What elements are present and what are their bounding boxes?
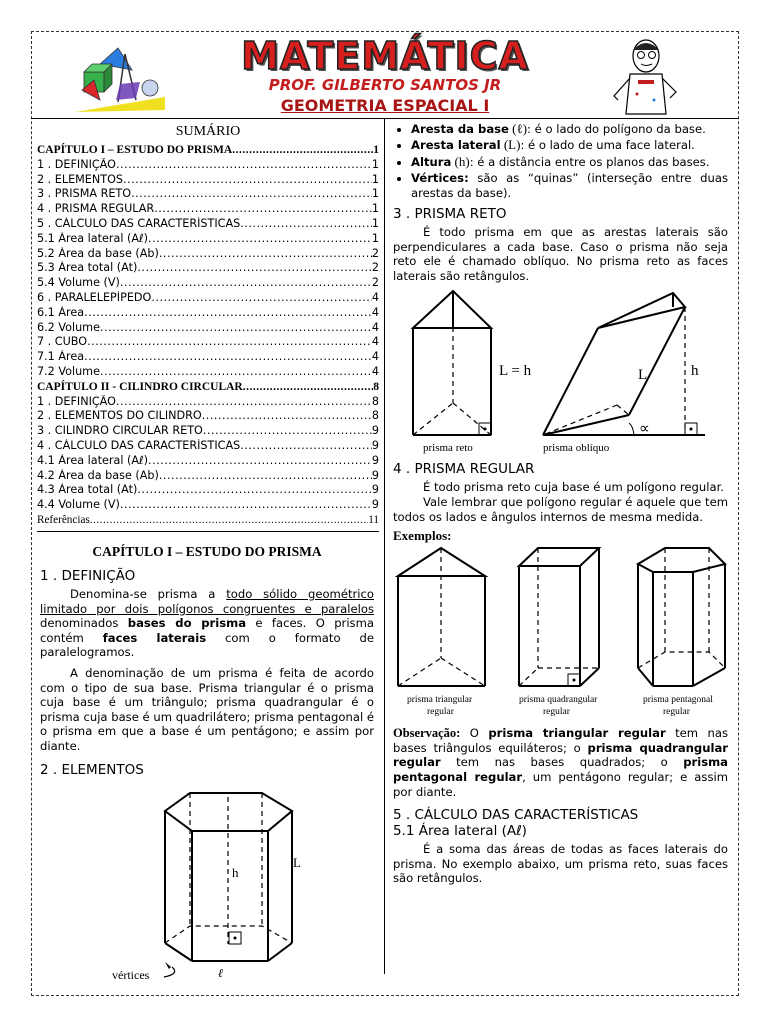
toc-label: 6.1 Área <box>37 305 85 319</box>
toc-label: 4.4 Volume (V) <box>37 498 120 512</box>
toc-page: 1 <box>371 216 379 230</box>
toc-page: 8 <box>371 394 379 408</box>
toc-page: 1 <box>371 187 379 201</box>
toc-page: 1 <box>371 172 379 186</box>
toc-page: 4 <box>371 364 379 378</box>
header-title: MATEMÁTICA <box>241 34 529 78</box>
toc-entry <box>37 513 379 528</box>
toc-label: 7.1 Área <box>37 350 85 364</box>
toc-leader <box>240 439 372 454</box>
toc-leader <box>87 335 372 350</box>
toc-label: CAPÍTULO I – ESTUDO DO PRISMA <box>37 144 233 156</box>
toc-page: 4 <box>371 335 379 349</box>
toc-page: 8 <box>373 380 379 393</box>
toc-entry <box>37 454 379 469</box>
toc-leader <box>243 380 374 395</box>
toc-entry <box>37 232 379 247</box>
toc-label: 4.3 Área total (At) <box>37 483 138 497</box>
element-bullet: • Aresta da base (ℓ): é o lado do polígono da base. <box>411 122 728 136</box>
toc-page: 4 <box>371 350 379 364</box>
toc-page: 9 <box>371 483 379 497</box>
toc-leader <box>116 158 372 173</box>
toc-leader <box>90 513 368 528</box>
svg-text:regular: regular <box>543 707 570 718</box>
element-bullet: • Vértices: são as “quinas” (interseção entre duas arestas da base). <box>411 171 728 200</box>
section-2-heading: 2 . ELEMENTOS <box>40 761 144 778</box>
toc-label: 7 . CUBO <box>37 335 88 349</box>
toc-page: 9 <box>371 468 379 482</box>
toc-label: 3 . PRISMA RETO <box>37 187 132 201</box>
right-column <box>393 122 728 886</box>
toc-leader <box>151 291 372 306</box>
chapter-heading: CAPÍTULO I – ESTUDO DO PRISMA <box>92 544 322 559</box>
section-4-heading: 4 . PRISMA REGULAR <box>393 461 535 478</box>
toc-page: 4 <box>371 305 379 319</box>
svg-text:prisma oblíquo: prisma oblíquo <box>543 442 610 455</box>
toc-page: 11 <box>368 513 379 526</box>
toc-label: 7.2 Volume <box>37 364 100 378</box>
toc-entry <box>37 261 379 276</box>
section-3-heading: 3 . PRISMA RETO <box>393 206 507 223</box>
toc-entry <box>37 217 379 232</box>
element-bullet: • Altura (h): é a distância entre os planos das bases. <box>411 155 728 169</box>
toc-label: 5 . CÁLCULO DAS CARACTERÍSTICAS <box>37 216 241 230</box>
toc-page: 8 <box>371 409 379 423</box>
toc-leader <box>137 261 372 276</box>
table-of-contents <box>37 143 379 528</box>
toc-leader <box>84 306 372 321</box>
svg-text:L: L <box>293 854 301 870</box>
toc-leader <box>148 454 372 469</box>
column-divider <box>384 119 385 974</box>
toc-page: 9 <box>371 424 379 438</box>
observation-paragraph: Observação: O prisma triangular regular tem nas bases triângulos equiláteros; o prisma quadrangular regular tem nas bases quadrados; o prisma pentagonal regular, um pentágono regular; e assim por diante. <box>393 726 729 799</box>
summary-title: SUMÁRIO <box>175 124 241 139</box>
toc-page: 2 <box>371 246 379 260</box>
toc-label: CAPÍTULO II - CILINDRO CIRCULAR <box>37 380 243 393</box>
svg-text:∝: ∝ <box>639 421 650 438</box>
toc-leader <box>232 143 373 158</box>
toc-leader <box>84 350 372 365</box>
hexagonal-prism-figure <box>40 781 374 981</box>
section-5-heading: 5 . CÁLCULO DAS CARACTERÍSTICAS <box>393 807 639 824</box>
toc-entry <box>37 395 379 410</box>
toc-leader <box>131 187 372 202</box>
toc-leader <box>240 217 372 232</box>
toc-entry <box>37 291 379 306</box>
toc-leader <box>116 395 372 410</box>
toc-leader <box>154 202 372 217</box>
toc-leader <box>159 469 372 484</box>
toc-page: 9 <box>371 453 379 467</box>
toc-entry <box>37 143 379 158</box>
toc-leader <box>148 232 372 247</box>
toc-entry <box>37 350 379 365</box>
svg-text:L: L <box>638 367 648 384</box>
toc-page: 2 <box>371 276 379 290</box>
toc-label: 2 . ELEMENTOS DO CILINDRO <box>37 409 202 423</box>
header-subtitle: GEOMETRIA ESPACIAL I <box>280 96 490 115</box>
svg-text:ℓ: ℓ <box>218 965 223 980</box>
toc-entry <box>37 498 379 513</box>
svg-text:regular: regular <box>427 707 454 718</box>
lateral-area-paragraph: É a soma das áreas de todas as faces laterais do prisma. No exemplo abaixo, um prisma reto, suas faces são retângulos. <box>393 842 728 886</box>
toc-leader <box>159 247 372 262</box>
toc-label: 4 . PRISMA REGULAR <box>37 202 155 216</box>
svg-text:h: h <box>232 864 239 880</box>
toc-leader <box>137 483 372 498</box>
toc-entry <box>37 380 379 395</box>
toc-entry <box>37 276 379 291</box>
toc-leader <box>100 321 372 336</box>
toc-entry <box>37 439 379 454</box>
toc-page: 9 <box>371 438 379 452</box>
toc-label: 5.4 Volume (V) <box>37 276 120 290</box>
definition-paragraph: Denomina-se prisma a todo sólido geométrico limitado por dois polígonos congruentes e paralelos denominados bases do prisma e faces. O prisma contém faces laterais com o formato de paralelogramos. <box>40 587 374 660</box>
toc-label: 5.1 Área lateral (Aℓ) <box>37 231 149 245</box>
section-5-1-heading: 5.1 Área lateral (Aℓ) <box>393 823 527 840</box>
toc-page: 9 <box>371 498 379 512</box>
straight-vs-oblique-figure <box>393 283 728 455</box>
regular-prisms-figure <box>393 546 728 718</box>
geometry-logo <box>70 42 170 112</box>
toc-entry <box>37 483 379 498</box>
toc-label: 4.2 Área da base (Ab) <box>37 468 159 482</box>
toc-entry <box>37 365 379 380</box>
svg-text:h: h <box>691 363 699 380</box>
toc-entry <box>37 158 379 173</box>
toc-leader <box>100 365 372 380</box>
toc-label: 5.3 Área total (At) <box>37 261 138 275</box>
toc-entry <box>37 469 379 484</box>
regular-polygon-note: Vale lembrar que polígono regular é aquele que tem todos os lados e ângulos internos de mesma medida. <box>393 495 728 524</box>
svg-text:vértices: vértices <box>112 967 150 981</box>
toc-entry <box>37 335 379 350</box>
toc-page: 4 <box>371 290 379 304</box>
left-column <box>40 542 374 985</box>
toc-label: 5.2 Área da base (Ab) <box>37 246 159 260</box>
toc-leader <box>120 276 372 291</box>
teacher-cartoon <box>606 36 686 116</box>
svg-text:L = h: L = h <box>499 363 532 380</box>
elements-list <box>393 122 728 200</box>
svg-text:prisma pentagonal: prisma pentagonal <box>643 695 713 706</box>
svg-text:prisma triangular: prisma triangular <box>407 695 473 706</box>
toc-leader <box>120 498 372 513</box>
toc-label: 6.2 Volume <box>37 320 100 334</box>
naming-paragraph: A denominação de um prisma é feita de acordo com o tipo de sua base. Prisma triangular é o prisma cuja base é um triângulo; prisma quadrangular é o prisma cuja base é um quadrilátero; prisma pentagonal é o prisma em que a base é um pentágono; e assim por diante. <box>40 665 374 753</box>
examples-label: Exemplos: <box>393 528 452 544</box>
toc-label: Referências <box>37 513 90 526</box>
toc-label: 1 . DEFINIÇÃO <box>37 394 116 408</box>
toc-entry <box>37 409 379 424</box>
toc-label: 3 . CILINDRO CIRCULAR RETO <box>37 424 203 438</box>
toc-label: 4 . CÁLCULO DAS CARACTERÍSTICAS <box>37 438 241 452</box>
toc-entry <box>37 247 379 262</box>
toc-leader <box>203 424 372 439</box>
svg-text:prisma quadrangular: prisma quadrangular <box>519 695 598 706</box>
toc-page: 4 <box>371 320 379 334</box>
toc-label: 4.1 Área lateral (Aℓ) <box>37 453 149 467</box>
toc-page: 2 <box>371 261 379 275</box>
toc-page: 1 <box>371 202 379 216</box>
regular-prism-definition: É todo prisma reto cuja base é um polígono regular. <box>423 480 724 495</box>
toc-leader <box>202 409 372 424</box>
header-author: PROF. GILBERTO SANTOS JR <box>268 76 502 94</box>
toc-label: 2 . ELEMENTOS <box>37 172 123 186</box>
svg-text:prisma reto: prisma reto <box>423 442 473 455</box>
toc-page: 1 <box>371 231 379 245</box>
toc-label: 1 . DEFINIÇÃO <box>37 157 116 171</box>
section-1-heading: 1 . DEFINIÇÃO <box>40 568 136 584</box>
toc-label: 6 . PARALELEPÍPEDO <box>37 290 152 304</box>
toc-page: 1 <box>371 157 379 171</box>
toc-entry <box>37 173 379 188</box>
toc-entry <box>37 306 379 321</box>
toc-leader <box>123 173 372 188</box>
toc-entry <box>37 321 379 336</box>
element-bullet: • Aresta lateral (L): é o lado de uma face lateral. <box>411 138 728 152</box>
svg-text:regular: regular <box>663 707 690 718</box>
toc-entry <box>37 424 379 439</box>
toc-entry <box>37 202 379 217</box>
summary-box <box>37 121 379 532</box>
toc-page: 1 <box>373 144 379 156</box>
toc-entry <box>37 187 379 202</box>
straight-prism-paragraph: É todo prisma em que as arestas laterais são perpendiculares a cada base. Caso o prisma não seja reto ele é chamado oblíquo. No prisma reto as faces laterais são retângulos. <box>393 225 728 283</box>
